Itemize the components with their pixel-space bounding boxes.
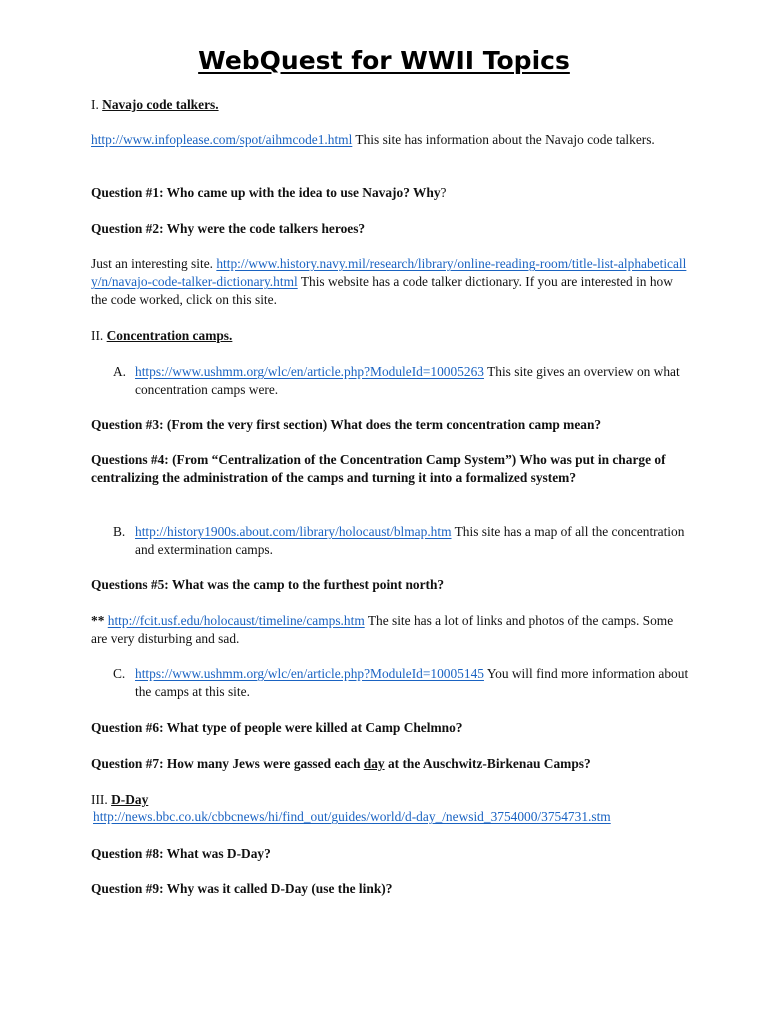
section-title: Navajo code talkers. (102, 97, 219, 112)
paragraph-navy-link (91, 255, 691, 309)
question-7 (91, 755, 691, 773)
link-navy-dictionary[interactable]: http://www.history.navy.mil/research/library/online-reading-room/title-list-alphabetically/n/navajo-code-talker-dictionary.html (91, 256, 687, 289)
list-item-b (135, 523, 695, 559)
question-8: Question #8: What was D-Day? (91, 846, 271, 861)
link-bbc-dday[interactable]: http://news.bbc.co.uk/cbbcnews/hi/find_out/guides/world/d-day_/newsid_3754000/3754731.stm (93, 809, 611, 824)
list-marker-b: B. (113, 524, 126, 539)
question-7-day: day (363, 756, 385, 771)
link-description: You will find more information about the camps at this site. (135, 666, 689, 699)
list-item-c (135, 665, 695, 701)
question-4: Questions #4: (From “Centralization of the Concentration Camp System”) Who was put in charge of centralizing the administration of the camps and turning it into a formalized system? (91, 452, 666, 485)
link-description: This site has a map of all the concentration and extermination camps. (135, 524, 685, 557)
link-fcit-camps[interactable]: http://fcit.usf.edu/holocaust/timeline/camps.htm (107, 613, 365, 628)
page-title: WebQuest for WWII Topics (198, 46, 570, 75)
question-6: Question #6: What type of people were killed at Camp Chelmno? (91, 720, 463, 735)
question-1 (91, 184, 691, 202)
list-marker-c: C. (113, 666, 126, 681)
section-title: Concentration camps. (106, 328, 233, 343)
list-marker-a: A. (113, 364, 127, 379)
list-item-a (135, 363, 695, 399)
interesting-prefix: Just an interesting site. (91, 256, 217, 271)
section-numeral: I. (91, 97, 99, 112)
paragraph-bbc-link (93, 808, 733, 826)
question-9: Question #9: Why was it called D-Day (use the link)? (91, 881, 393, 896)
link-infoplease[interactable]: http://www.infoplease.com/spot/aihmcode1.html (91, 132, 353, 147)
section-heading-camps (91, 327, 691, 345)
question-7-post: at the Auschwitz-Birkenau Camps? (384, 756, 591, 771)
question-1-tail: ? (440, 185, 447, 200)
question-1-text: Question #1: Who came up with the idea to use Navajo? Why (91, 185, 441, 200)
question-3: Question #3: (From the very first section) What does the term concentration camp mean? (91, 417, 602, 432)
section-title: D-Day (111, 792, 149, 807)
section-numeral: II. (91, 328, 104, 343)
link-ushmm-overview[interactable]: https://www.ushmm.org/wlc/en/article.php?ModuleId=10005263 (135, 364, 484, 379)
link-ushmm-camps[interactable]: https://www.ushmm.org/wlc/en/article.php?ModuleId=10005145 (135, 666, 484, 681)
question-5: Questions #5: What was the camp to the furthest point north? (91, 577, 445, 592)
link-description: This website has a code talker dictionary. If you are interested in how the code worked, click on this site. (91, 274, 673, 307)
paragraph-fcit-link (91, 612, 691, 648)
star-prefix: ** (91, 613, 108, 628)
link-description: This site has information about the Navajo code talkers. (352, 132, 655, 147)
question-7-pre: Question #7: How many Jews were gassed each (91, 756, 364, 771)
link-description: This site gives an overview on what concentration camps were. (135, 364, 680, 397)
question-2: Question #2: Why were the code talkers heroes? (91, 221, 366, 236)
section-heading-dday (91, 791, 691, 809)
section-heading-navajo (91, 96, 691, 114)
section-numeral: III. (91, 792, 108, 807)
link-history1900s-map[interactable]: http://history1900s.about.com/library/holocaust/blmap.htm (135, 524, 452, 539)
link-description: The site has a lot of links and photos of the camps. Some are very disturbing and sad. (91, 613, 674, 646)
paragraph-navajo-link (91, 131, 691, 149)
